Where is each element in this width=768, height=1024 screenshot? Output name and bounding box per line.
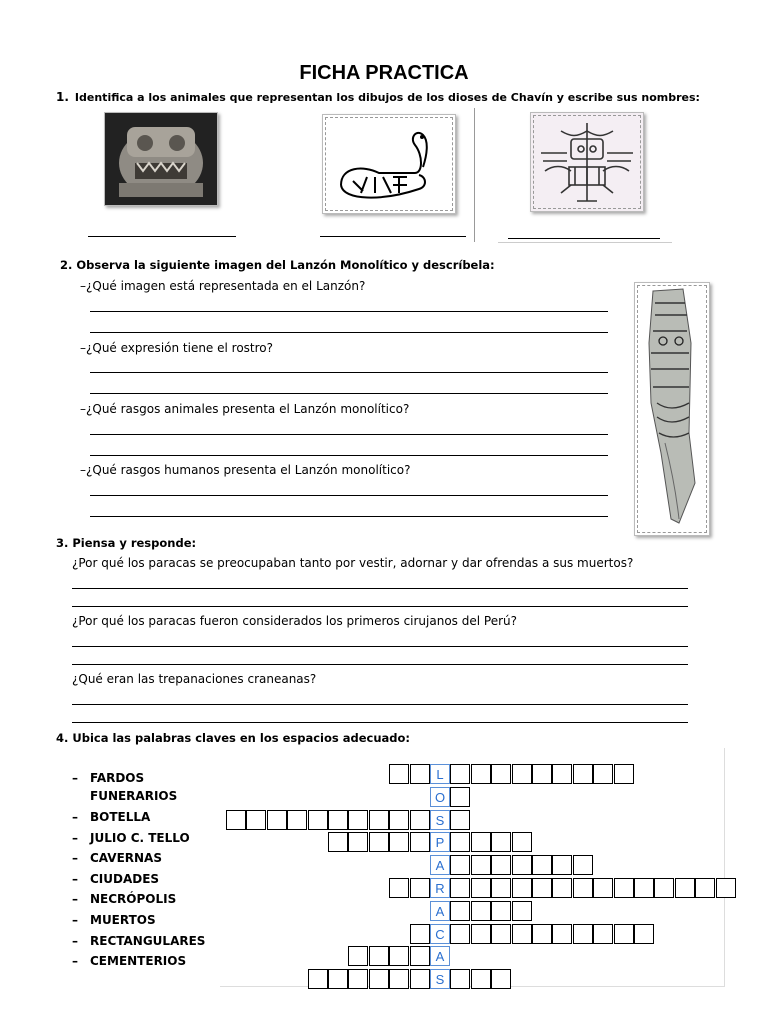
feline-head-icon <box>105 113 217 205</box>
bird-deity-icon <box>531 113 643 211</box>
crossword-cell[interactable] <box>532 924 552 944</box>
crossword-cell[interactable] <box>675 878 695 898</box>
crossword-cell[interactable] <box>369 832 389 852</box>
answer-line[interactable] <box>90 434 608 435</box>
crossword-cell[interactable] <box>450 855 470 875</box>
crossword-cell[interactable] <box>593 878 613 898</box>
question-1-number: 1. <box>56 90 69 104</box>
crossword-cell[interactable] <box>328 810 348 830</box>
crossword-cell[interactable] <box>491 969 511 989</box>
crossword-cell[interactable] <box>552 878 572 898</box>
crossword-cell[interactable] <box>410 946 430 966</box>
question-3-item: ¿Qué eran las trepanaciones craneanas? <box>72 672 317 686</box>
page-title: FICHA PRACTICA <box>299 62 469 84</box>
crossword-cell[interactable] <box>491 832 511 852</box>
keyword-text: CAVERNAS <box>90 851 162 865</box>
crossword-cell[interactable] <box>471 764 491 784</box>
answer-line[interactable] <box>508 238 660 239</box>
keyword-item <box>72 892 176 906</box>
crossword-cell[interactable] <box>471 901 491 921</box>
crossword-cell[interactable] <box>389 832 409 852</box>
question-2-item: –¿Qué expresión tiene el rostro? <box>80 341 274 355</box>
crossword-cell[interactable] <box>267 810 287 830</box>
crossword-cell[interactable] <box>348 969 368 989</box>
crossword-cell[interactable] <box>287 810 307 830</box>
crossword-cell[interactable] <box>614 878 634 898</box>
crossword-cell[interactable] <box>573 924 593 944</box>
crossword-cell[interactable] <box>410 924 430 944</box>
crossword-cell[interactable] <box>226 810 246 830</box>
crossword-cell[interactable] <box>450 924 470 944</box>
crossword-cell[interactable] <box>389 946 409 966</box>
crossword-cell[interactable] <box>389 969 409 989</box>
crossword-key-cell[interactable]: A <box>430 901 450 921</box>
keyword-text: MUERTOS <box>90 913 156 927</box>
answer-line[interactable] <box>90 372 608 373</box>
crossword-cell[interactable] <box>450 901 470 921</box>
bullet: – <box>72 913 78 927</box>
question-4-heading: 4. Ubica las palabras claves en los espacios adecuado: <box>56 731 411 745</box>
crossword-cell[interactable] <box>369 969 389 989</box>
crossword-cell[interactable] <box>410 764 430 784</box>
crossword-cell[interactable] <box>512 764 532 784</box>
crossword-cell[interactable] <box>389 878 409 898</box>
answer-line[interactable] <box>72 606 688 607</box>
crossword-cell[interactable] <box>552 924 572 944</box>
lanzon-image <box>634 282 710 536</box>
answer-line[interactable] <box>88 236 236 237</box>
keyword-item <box>72 913 156 927</box>
question-1 <box>56 90 700 104</box>
crossword-cell[interactable] <box>512 878 532 898</box>
bullet: – <box>72 810 78 824</box>
crossword-cell[interactable] <box>450 969 470 989</box>
crossword-cell[interactable] <box>348 946 368 966</box>
crossword-cell[interactable] <box>450 764 470 784</box>
crossword-cell[interactable] <box>410 810 430 830</box>
crossword-cell[interactable] <box>471 855 491 875</box>
crossword-key-cell[interactable]: R <box>430 878 450 898</box>
crossword-key-cell[interactable]: A <box>430 855 450 875</box>
crossword-key-cell[interactable]: L <box>430 764 450 784</box>
answer-line[interactable] <box>72 588 688 589</box>
question-3-item: ¿Por qué los paracas fueron considerados los primeros cirujanos del Perú? <box>72 614 517 628</box>
crossword-cell[interactable] <box>471 924 491 944</box>
answer-line[interactable] <box>90 311 608 312</box>
crossword-cell[interactable] <box>634 878 654 898</box>
bullet: – <box>72 954 78 968</box>
keyword-text: RECTANGULARES <box>90 934 206 948</box>
crossword-cell[interactable] <box>532 855 552 875</box>
crossword-cell[interactable] <box>389 764 409 784</box>
crossword-cell[interactable] <box>614 924 634 944</box>
crossword-cell[interactable] <box>573 764 593 784</box>
crossword-cell[interactable] <box>532 764 552 784</box>
keyword-item <box>72 934 205 948</box>
crossword-cell[interactable] <box>348 810 368 830</box>
lanzon-monolith-icon <box>635 283 709 535</box>
keyword-text: FUNERARIOS <box>90 789 178 803</box>
bullet: – <box>72 934 78 948</box>
answer-line[interactable] <box>72 664 688 665</box>
crossword-cell[interactable] <box>450 832 470 852</box>
crossword-cell[interactable] <box>654 878 674 898</box>
crossword-cell[interactable] <box>450 787 470 807</box>
crossword-cell[interactable] <box>634 924 654 944</box>
answer-line[interactable] <box>320 236 466 237</box>
crossword-key-cell[interactable]: A <box>430 946 450 966</box>
question-2-heading: 2. Observa la siguiente imagen del Lanzón Monolítico y descríbela: <box>60 258 495 272</box>
keyword-item <box>72 851 162 865</box>
bullet: – <box>72 831 78 845</box>
serpent-icon <box>323 115 455 213</box>
crossword-cell[interactable] <box>552 855 572 875</box>
question-3-item: ¿Por qué los paracas se preocupaban tanto por vestir, adornar y dar ofrendas a sus muertos? <box>72 556 634 570</box>
crossword-cell[interactable] <box>491 924 511 944</box>
answer-line[interactable] <box>72 722 688 723</box>
crossword-cell[interactable] <box>491 901 511 921</box>
crossword-cell[interactable] <box>471 832 491 852</box>
crossword-cell[interactable] <box>512 924 532 944</box>
crossword-cell[interactable] <box>512 901 532 921</box>
bullet: – <box>72 771 78 785</box>
crossword-cell[interactable] <box>716 878 736 898</box>
crossword-cell[interactable] <box>512 832 532 852</box>
answer-line[interactable] <box>90 495 608 496</box>
answer-line[interactable] <box>90 332 608 333</box>
question-2-item: –¿Qué rasgos animales presenta el Lanzón monolítico? <box>80 402 410 416</box>
answer-line[interactable] <box>90 455 608 456</box>
crossword-key-cell[interactable]: P <box>430 832 450 852</box>
crossword-cell[interactable] <box>410 832 430 852</box>
crossword-cell[interactable] <box>308 969 328 989</box>
crossword-cell[interactable] <box>512 855 532 875</box>
keyword-text: NECRÓPOLIS <box>90 892 177 906</box>
keyword-item <box>72 872 159 886</box>
crossword-cell[interactable] <box>695 878 715 898</box>
crossword-cell[interactable] <box>491 764 511 784</box>
crossword-cell[interactable] <box>593 924 613 944</box>
crossword-cell[interactable] <box>573 855 593 875</box>
crossword-cell[interactable] <box>532 878 552 898</box>
keyword-text: FARDOS <box>90 771 145 785</box>
keyword-text: BOTELLA <box>90 810 151 824</box>
keyword-item <box>72 789 177 803</box>
crossword-cell[interactable] <box>348 832 368 852</box>
question-2-item: –¿Qué imagen está representada en el Lanzón? <box>80 279 366 293</box>
answer-line[interactable] <box>72 646 688 647</box>
crossword-cell[interactable] <box>308 810 328 830</box>
keyword-item <box>72 810 150 824</box>
crossword-cell[interactable] <box>369 946 389 966</box>
crossword-cell[interactable] <box>328 969 348 989</box>
bullet: – <box>72 851 78 865</box>
crossword-cell[interactable] <box>491 855 511 875</box>
bird-deity-image <box>530 112 644 212</box>
keyword-item <box>72 771 144 785</box>
question-3-heading: 3. Piensa y responde: <box>56 536 197 550</box>
answer-line[interactable] <box>90 516 608 517</box>
crossword-cell[interactable] <box>593 764 613 784</box>
crossword-cell[interactable] <box>491 878 511 898</box>
bullet: – <box>72 872 78 886</box>
crossword-cell[interactable] <box>552 764 572 784</box>
answer-line[interactable] <box>72 704 688 705</box>
crossword-cell[interactable] <box>389 810 409 830</box>
crossword-cell[interactable] <box>573 878 593 898</box>
bullet: – <box>72 892 78 906</box>
crossword-key-cell[interactable]: S <box>430 810 450 830</box>
crossword-key-cell[interactable]: S <box>430 969 450 989</box>
crossword-cell[interactable] <box>471 878 491 898</box>
question-1-text: Identifica a los animales que representan los dibujos de los dioses de Chavín y escribe sus nombres: <box>74 91 700 104</box>
keyword-text: JULIO C. TELLO <box>90 831 190 845</box>
crossword-cell[interactable] <box>614 764 634 784</box>
keyword-text: CIUDADES <box>90 872 160 886</box>
crossword-key-cell[interactable]: C <box>430 924 450 944</box>
keyword-item <box>72 954 186 968</box>
crossword-key-cell[interactable]: O <box>430 787 450 807</box>
crossword-cell[interactable] <box>246 810 266 830</box>
keyword-item <box>72 831 190 845</box>
crossword-cell[interactable] <box>471 969 491 989</box>
crossword-cell[interactable] <box>328 832 348 852</box>
crossword-cell[interactable] <box>410 878 430 898</box>
crossword-cell[interactable] <box>450 810 470 830</box>
answer-line[interactable] <box>90 393 608 394</box>
serpent-image <box>322 114 456 214</box>
crossword-cell[interactable] <box>450 878 470 898</box>
keyword-text: CEMENTERIOS <box>90 954 187 968</box>
question-2-item: –¿Qué rasgos humanos presenta el Lanzón monolítico? <box>80 463 411 477</box>
crossword-cell[interactable] <box>410 969 430 989</box>
feline-head-image <box>104 112 218 206</box>
crossword-cell[interactable] <box>369 810 389 830</box>
